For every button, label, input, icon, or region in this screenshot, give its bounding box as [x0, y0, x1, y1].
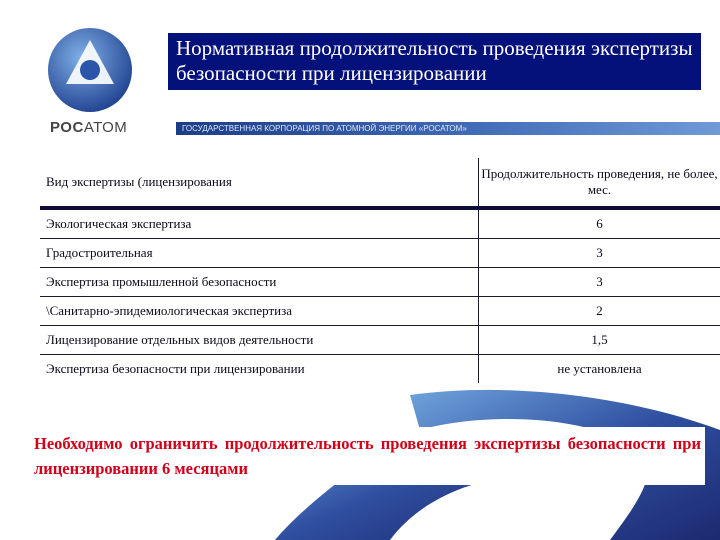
cell-duration: 3	[479, 268, 720, 297]
conclusion-note: Необходимо ограничить продолжительность проведения экспертизы безопасности при лицензировании 6 месяцами	[30, 427, 705, 485]
table-row	[40, 355, 720, 384]
slide-title: Нормативная продолжительность проведения экспертизы безопасности при лицензировании	[168, 33, 701, 90]
cell-duration: 6	[479, 208, 720, 239]
table-row	[40, 208, 720, 239]
table-row	[40, 297, 720, 326]
corporation-banner: ГОСУДАРСТВЕННАЯ КОРПОРАЦИЯ ПО АТОМНОЙ ЭНЕРГИИ «РОСАТОМ»	[176, 122, 720, 135]
cell-duration: 2	[479, 297, 720, 326]
cell-type: Экспертиза безопасности при лицензировании	[46, 361, 305, 376]
cell-duration: 1,5	[479, 326, 720, 355]
table-row	[40, 268, 720, 297]
cell-duration: 3	[479, 239, 720, 268]
cell-type: Лицензирование отдельных видов деятельности	[40, 326, 479, 355]
cell-type: Экологическая экспертиза	[40, 208, 479, 239]
table-row	[40, 326, 720, 355]
cell-duration: не установлена	[479, 355, 720, 384]
table-row	[40, 239, 720, 268]
header-duration: Продолжительность проведения, не более, мес.	[479, 158, 720, 208]
header-expertise-type: Вид экспертизы (лицензирования	[40, 158, 479, 208]
cell-type: Градостроительная	[40, 239, 479, 268]
expertise-duration-table	[40, 158, 720, 383]
rosatom-brand-text: РОСАТОМ	[50, 119, 128, 136]
rosatom-logo-icon	[44, 26, 136, 114]
table-header-row	[40, 158, 720, 208]
cell-type: Экспертиза промышленной безопасности	[40, 268, 479, 297]
cell-type: \Санитарно-эпидемиологическая экспертиза	[40, 297, 479, 326]
